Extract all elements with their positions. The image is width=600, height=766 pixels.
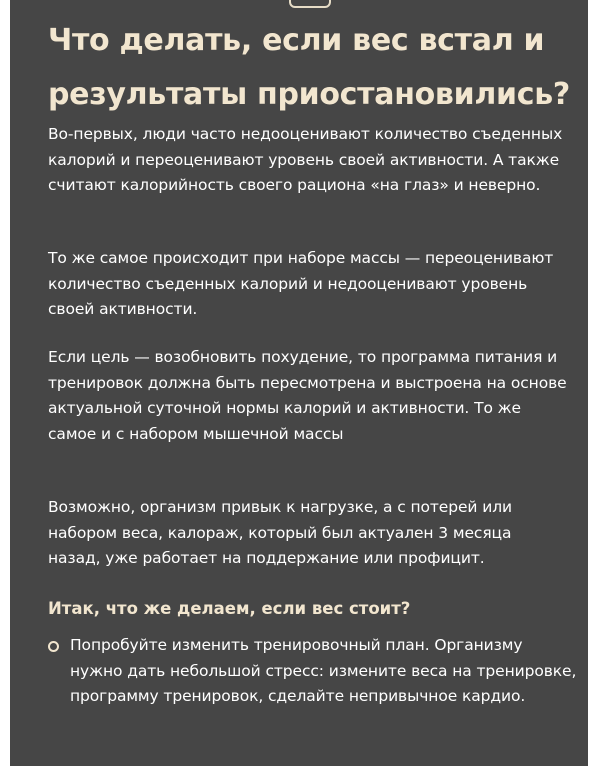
paragraph-mass-gain: То же самое происходит при наборе массы — переоценивают количество съеденных калорий и недооценивают уровень своей активности. bbox=[48, 249, 554, 318]
tips-list bbox=[48, 633, 578, 710]
paragraph-adaptation: Возможно, организм привык к нагрузке, а с потерей или набором веса, калораж, который был актуален 3 месяца назад, уже работает на поддержание или профицит. bbox=[48, 498, 512, 567]
tips-heading: Итак, что же делаем, если вес стоит? bbox=[48, 599, 411, 618]
tip-text: Попробуйте изменить тренировочный план. Организму нужно дать небольшой стресс: измените веса на тренировке, программу тренировок, сделайте непривычное кардио. bbox=[70, 636, 577, 705]
top-tab-decoration bbox=[289, 0, 331, 8]
paragraph-underestimate: Во-первых, люди часто недооценивают количество съеденных калорий и переоценивают уровень своей активности. А также считают калорийность своего рациона «на глаз» и неверно. bbox=[48, 125, 563, 194]
article-card bbox=[10, 0, 588, 766]
article-title: Что делать, если вес встал и результаты приостановились? bbox=[48, 23, 570, 112]
list-item bbox=[48, 633, 578, 710]
paragraph-program-revision: Если цель — возобновить похудение, то программа питания и тренировок должна быть пересмотрена и выстроена на основе актуальной суточной нормы калорий и активности. То же самое и с набором мышечной массы bbox=[48, 348, 567, 443]
circle-bullet-icon bbox=[48, 641, 59, 652]
